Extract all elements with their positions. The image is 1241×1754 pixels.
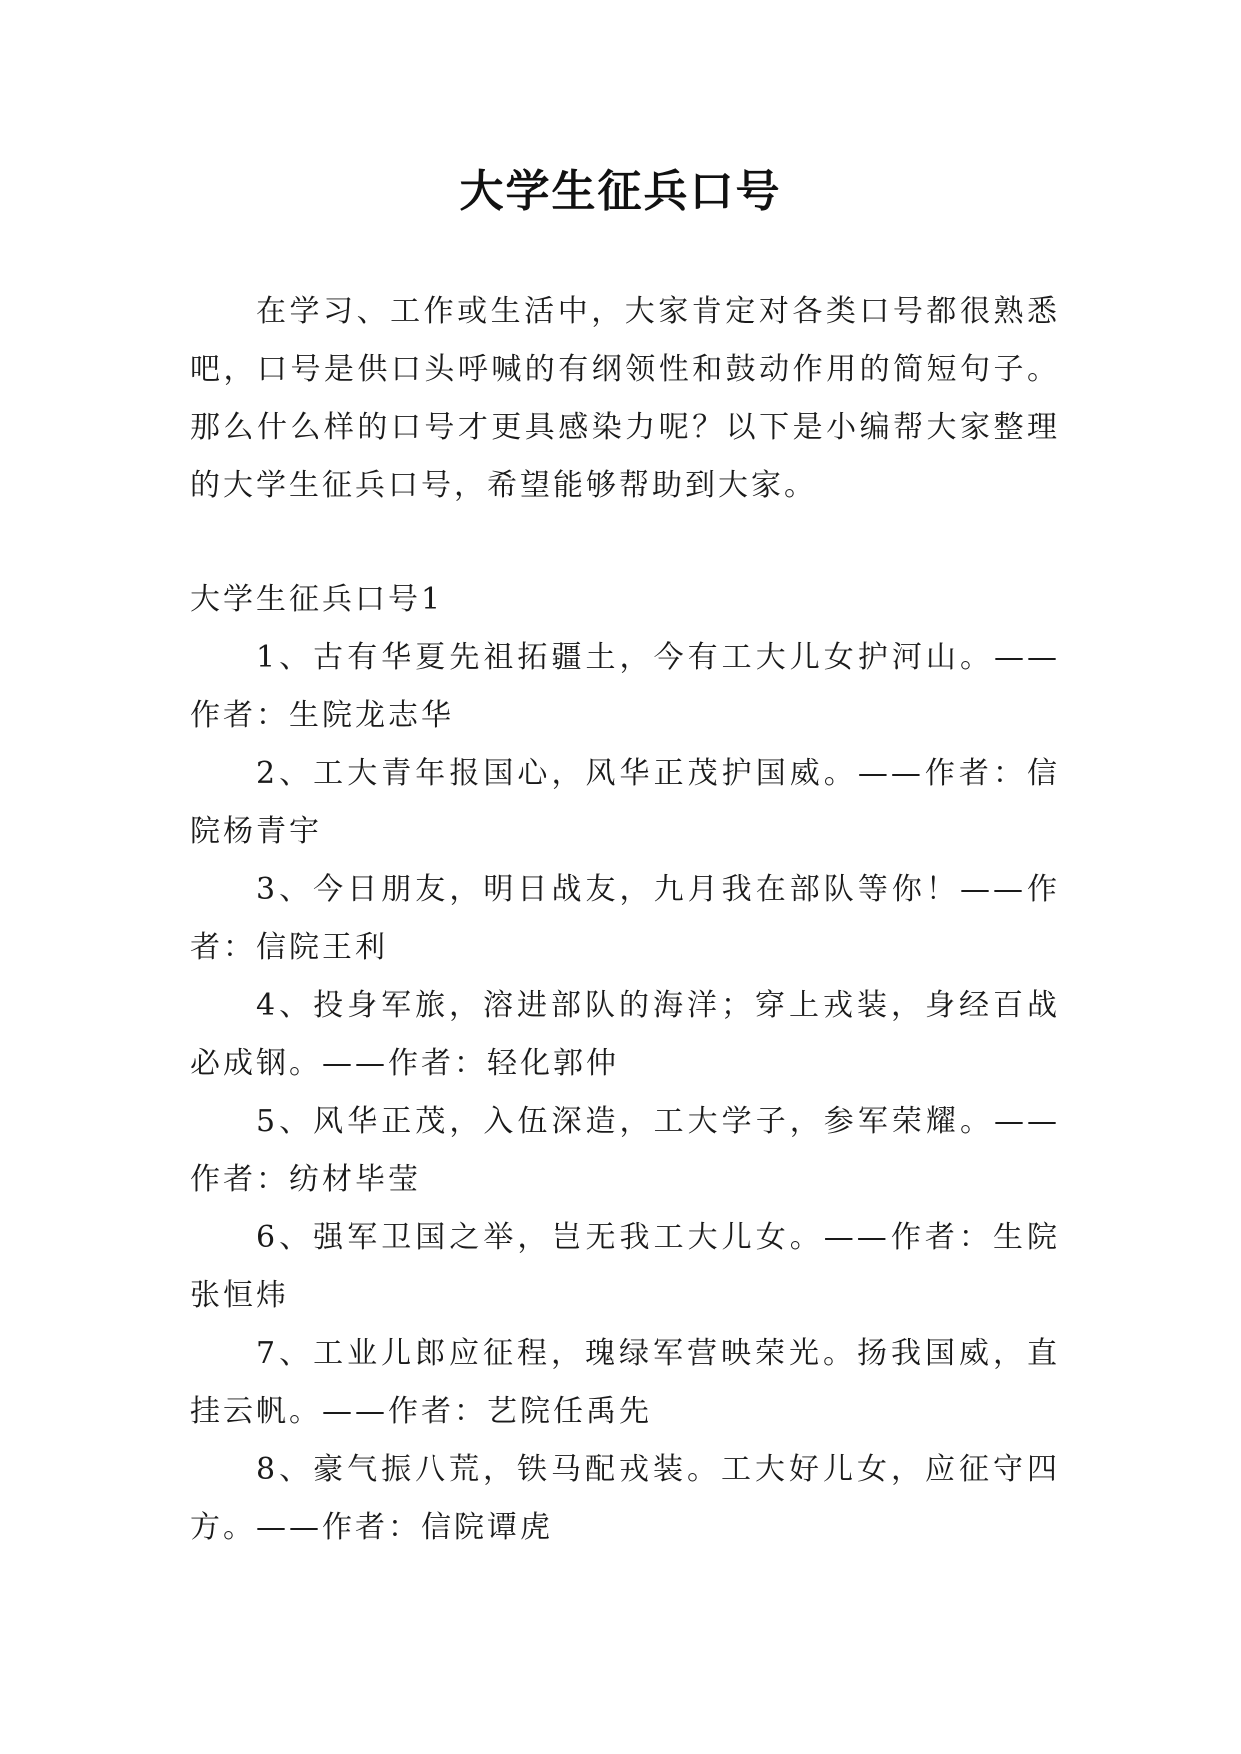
slogan-list (190, 629, 1060, 1557)
slogan-item: 7、工业儿郎应征程，瑰绿军营映荣光。扬我国威，直挂云帆。——作者：艺院任禹先 (190, 1336, 1060, 1429)
slogan-item: 1、古有华夏先祖拓疆土，今有工大儿女护河山。——作者：生院龙志华 (190, 640, 1060, 733)
slogan-item: 3、今日朋友，明日战友，九月我在部队等你！——作者：信院王利 (190, 872, 1060, 965)
slogan-item: 6、强军卫国之举，岂无我工大儿女。——作者：生院张恒炜 (190, 1220, 1060, 1313)
slogan-item: 2、工大青年报国心，风华正茂护国威。——作者：信院杨青宇 (190, 756, 1060, 849)
section-heading: 大学生征兵口号1 (190, 582, 444, 617)
document-body (190, 283, 1060, 1557)
slogan-item: 4、投身军旅，溶进部队的海洋；穿上戎装，身经百战必成钢。——作者：轻化郭仲 (190, 988, 1060, 1081)
slogan-item: 5、风华正茂，入伍深造，工大学子，参军荣耀。——作者：纺材毕莹 (190, 1104, 1060, 1197)
document-title: 大学生征兵口号 (459, 166, 782, 217)
slogan-item: 8、豪气振八荒，铁马配戎装。工大好儿女，应征守四方。——作者：信院谭虎 (190, 1452, 1060, 1545)
intro-paragraph: 在学习、工作或生活中，大家肯定对各类口号都很熟悉吧，口号是供口头呼喊的有纲领性和鼓动作用的简短句子。那么什么样的口号才更具感染力呢？以下是小编帮大家整理的大学生征兵口号，希望能够帮助到大家。 (190, 294, 1060, 503)
